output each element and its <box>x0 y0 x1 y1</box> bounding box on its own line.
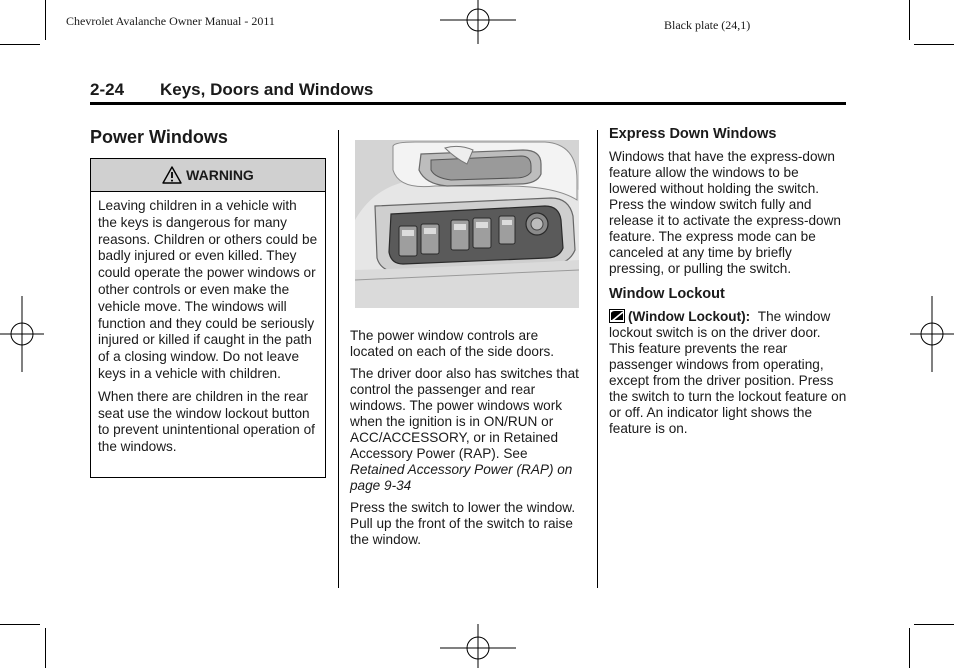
window-lockout-icon <box>609 309 625 323</box>
window-lockout-label: (Window Lockout): <box>628 309 751 324</box>
section-title: Power Windows <box>90 127 228 147</box>
registration-mark-bottom <box>440 624 516 668</box>
crop-mark <box>0 44 40 45</box>
intro-paragraph: The power window controls are located on each of the side doors. <box>350 328 555 359</box>
crop-mark <box>909 628 910 668</box>
chapter-rule <box>90 102 846 105</box>
crop-mark <box>45 628 46 668</box>
window-lockout-heading: Window Lockout <box>609 286 725 302</box>
warning-label: WARNING <box>186 167 254 183</box>
crop-mark <box>914 624 954 625</box>
column-divider <box>338 130 339 588</box>
column-divider <box>597 130 598 588</box>
plate-header-left: Chevrolet Avalanche Owner Manual - 2011 <box>66 14 275 28</box>
driver-door-text: The driver door also has switches that control the passenger and rear windows. The power windows work when the ignition is in ON/RUN or ACC/ACCESSORY, or in Retained Accessory Power (RAP). See <box>350 366 579 461</box>
page-number: 2-24 <box>90 80 125 99</box>
chapter-title: Keys, Doors and Windows <box>160 80 374 99</box>
column-2-text <box>350 328 582 554</box>
crop-mark <box>0 624 40 625</box>
crop-mark <box>45 0 46 40</box>
window-lockout-paragraph <box>609 309 849 437</box>
rap-cross-reference[interactable]: Retained Accessory Power (RAP) on page 9-34 <box>350 462 573 493</box>
column-3-text <box>609 126 849 443</box>
express-down-paragraph: Windows that have the express-down feature allow the windows to be lowered without holding the switch. Press the window switch fully and release it to activate the express-down feature. The express mode can be canceled at any time by briefly pressing, or pulling the switch. <box>609 149 841 276</box>
chapter-header <box>90 80 846 100</box>
registration-mark-right <box>910 296 954 372</box>
operation-paragraph: Press the switch to lower the window. Pull up the front of the switch to raise the window. <box>350 500 576 547</box>
registration-mark-left <box>0 296 44 372</box>
warning-header <box>91 159 325 192</box>
warning-paragraph: When there are children in the rear seat use the window lockout button to prevent unintentional operation of the windows. <box>98 388 315 455</box>
warning-paragraph: Leaving children in a vehicle with the keys is dangerous for many reasons. Children or others could be badly injured or even killed. They could operate the power windows or other controls or even make the vehicle move. The windows will function and they could be seriously injured or killed if caught in the path of a closing window. Do not leave keys in a vehicle with children. <box>98 198 318 381</box>
warning-body <box>91 192 325 456</box>
window-lockout-text: The window lockout switch is on the driver door. This feature prevents the rear passenger windows from operating, except from the driver position. Press the switch to turn the lockout feature on or off. An indicator light shows the feature is on. <box>609 309 847 436</box>
warning-box <box>90 158 326 478</box>
plate-header-right: Black plate (24,1) <box>664 18 751 32</box>
window-switch-illustration <box>355 140 579 308</box>
warning-triangle-icon <box>162 166 182 184</box>
express-down-heading: Express Down Windows <box>609 126 777 142</box>
crop-mark <box>909 0 910 40</box>
registration-mark-top <box>440 0 516 44</box>
crop-mark <box>914 44 954 45</box>
driver-door-paragraph <box>350 366 582 494</box>
